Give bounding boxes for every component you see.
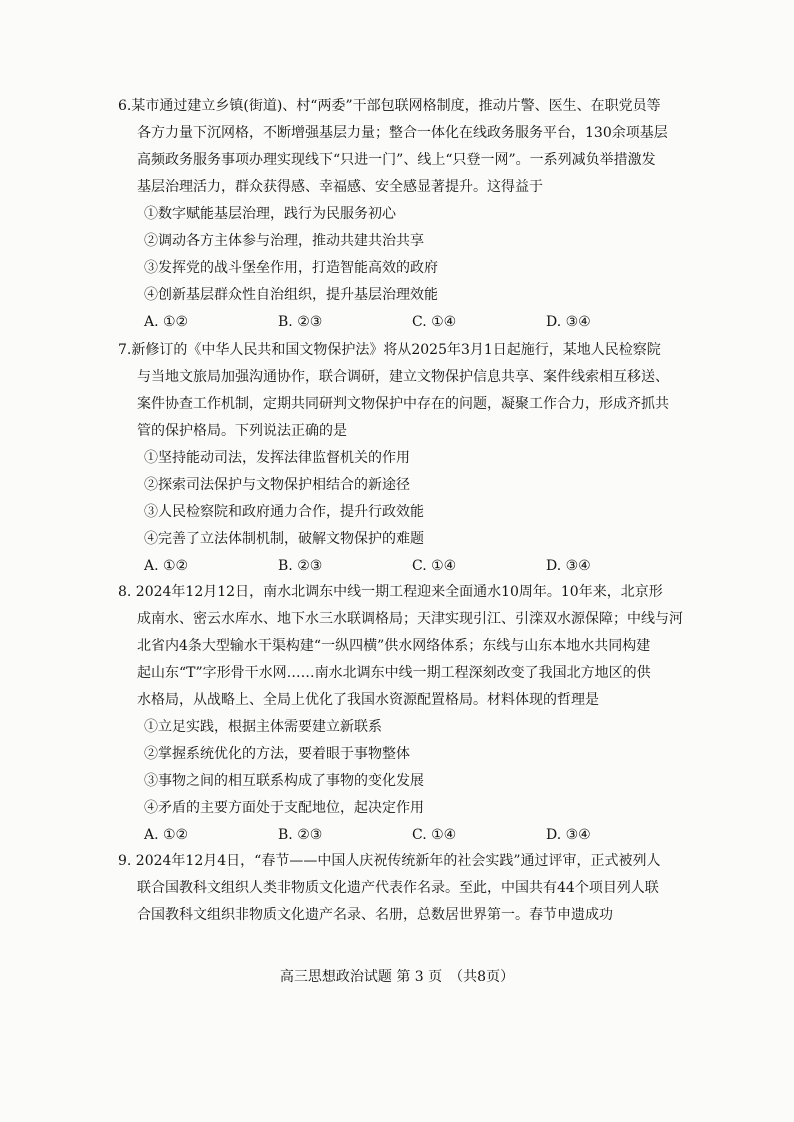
answer-choices [118, 309, 678, 336]
question-8 [118, 579, 683, 849]
choice-a[interactable]: A. ①② [144, 827, 189, 843]
question-stem-line: 成南水、密云水库水、地下水三水联调格局；天津实现引江、引滦双水源保障；中线与河 [137, 611, 683, 627]
choice-d[interactable]: D. ③④ [546, 314, 591, 330]
choice-b[interactable]: B. ②③ [278, 827, 323, 843]
question-stem-line: 联合国教科文组织人类非物质文化遗产代表作名录。至此，中国共有44个项目列人联 [137, 880, 659, 896]
choice-a[interactable]: A. ①② [144, 314, 189, 330]
choice-b[interactable]: B. ②③ [278, 558, 323, 574]
choice-a[interactable]: A. ①② [144, 558, 189, 574]
page-footer: 高三思想政治试题 第 3 页 （共8页） [279, 969, 515, 985]
choice-c[interactable]: C. ①④ [412, 827, 457, 843]
question-stem-line: 管的保护格局。下列说法正确的是 [137, 423, 347, 439]
choice-c[interactable]: C. ①④ [412, 558, 457, 574]
choice-b[interactable]: B. ②③ [278, 314, 323, 330]
question-stem-line: 案件协查工作机制，定期共同研判文物保护中存在的问题，凝聚工作合力，形成齐抓共 [137, 396, 669, 412]
question-stem-line: 水格局，从战略上、全局上优化了我国水资源配置格局。材料体现的哲理是 [137, 692, 599, 708]
statement-4: ④完善了立法体制机制，破解文物保护的难题 [144, 531, 424, 547]
question-stem-line: 7.新修订的《中华人民共和国文物保护法》将从2025年3月1日起施行，某地人民检察院 [118, 342, 661, 358]
question-stem-line: 8. 2024年12月12日，南水北调东中线一期工程迎来全面通水10周年。10年来，北京形 [118, 584, 663, 600]
question-stem-line: 6.某市通过建立乡镇(街道)、村“两委”干部包联网格制度，推动片警、医生、在职党员等 [118, 98, 661, 114]
question-stem-line: 9. 2024年12月4日，“春节——中国人庆祝传统新年的社会实践”通过评审，正式被列人 [118, 853, 661, 869]
question-6 [118, 93, 678, 336]
question-stem-line: 合国教科文组织非物质文化遗产名录、名册，总数居世界第一。春节申遗成功 [137, 907, 613, 923]
question-stem-line: 北省内4条大型输水干渠构建“一纵四横”供水网络体系；东线与山东本地水共同构建 [137, 638, 651, 654]
statement-2: ②探索司法保护与文物保护相结合的新途径 [144, 477, 410, 493]
choice-d[interactable]: D. ③④ [546, 558, 591, 574]
statement-2: ②掌握系统优化的方法，要着眼于事物整体 [144, 746, 410, 762]
statement-4: ④矛盾的主要方面处于支配地位，起决定作用 [144, 800, 424, 816]
choice-d[interactable]: D. ③④ [546, 827, 591, 843]
choice-c[interactable]: C. ①④ [412, 314, 457, 330]
question-stem-line: 与当地文旅局加强沟通协作，联合调研，建立文物保护信息共享、案件线索相互移送、 [137, 369, 669, 385]
statement-3: ③人民检察院和政府通力合作，提升行政效能 [144, 504, 424, 520]
question-stem-line: 基层治理活力，群众获得感、幸福感、安全感显著提升。这得益于 [137, 179, 543, 195]
statement-1: ①数字赋能基层治理，践行为民服务初心 [144, 206, 396, 222]
question-stem-line: 起山东“T”字形骨干水网……南水北调东中线一期工程深刻改变了我国北方地区的供 [137, 665, 651, 681]
question-9 [118, 848, 678, 929]
statement-4: ④创新基层群众性自治组织，提升基层治理效能 [144, 287, 438, 303]
answer-choices [118, 553, 678, 580]
question-stem-line: 高频政务服务事项办理实现线下“只进一门”、线上“只登一网”。一系列减负举措激发 [137, 152, 656, 168]
question-7 [118, 337, 678, 580]
answer-choices [118, 822, 678, 849]
statement-2: ②调动各方主体参与治理，推动共建共治共享 [144, 233, 424, 249]
statement-1: ①立足实践，根据主体需要建立新联系 [144, 719, 382, 735]
question-stem-line: 各方力量下沉网格，不断增强基层力量；整合一体化在线政务服务平台，130余项基层 [137, 125, 668, 141]
statement-3: ③发挥党的战斗堡垒作用，打造智能高效的政府 [144, 260, 438, 276]
statement-3: ③事物之间的相互联系构成了事物的变化发展 [144, 773, 424, 789]
statement-1: ①坚持能动司法，发挥法律监督机关的作用 [144, 450, 410, 466]
